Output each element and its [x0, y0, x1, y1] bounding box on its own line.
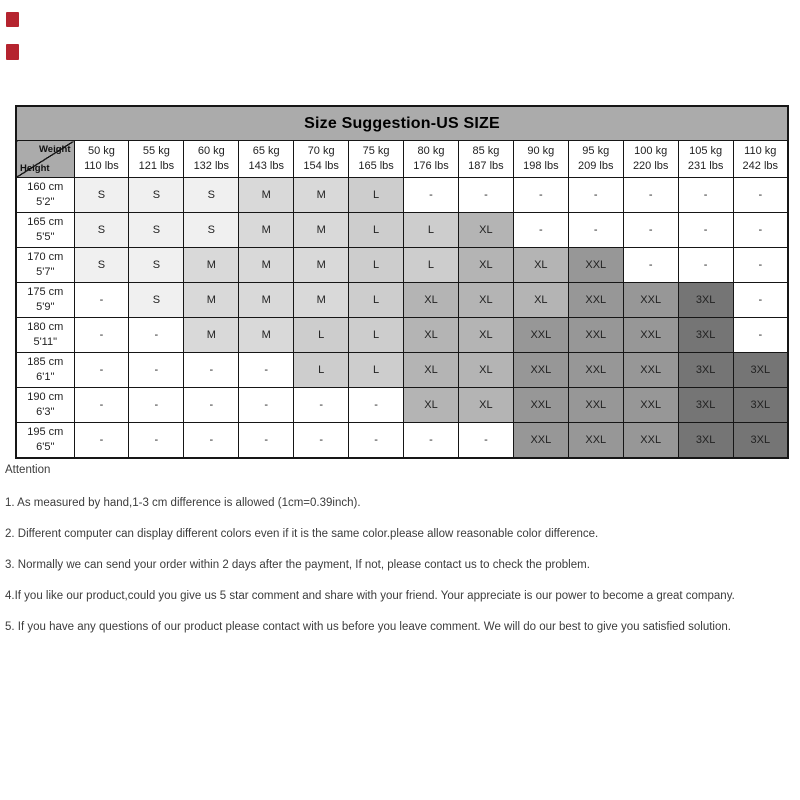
weight-header-row: [16, 141, 788, 178]
size-cell: M: [184, 283, 239, 318]
size-cell: XXL: [623, 423, 678, 458]
size-cell: M: [184, 318, 239, 353]
size-cell: L: [349, 248, 404, 283]
attention-note: 3. Normally we can send your order within 2 days after the payment, If not, please contact us to check the problem.: [5, 559, 590, 571]
size-cell: XL: [458, 283, 513, 318]
weight-kg-label: 110 kg: [744, 145, 777, 157]
height-ft-label: 5'7": [36, 266, 55, 278]
corner-cell: [16, 141, 74, 178]
size-cell: -: [733, 283, 788, 318]
size-cell: XL: [458, 388, 513, 423]
height-header-cell: [16, 248, 74, 283]
size-cell: XXL: [568, 248, 623, 283]
size-cell: -: [678, 248, 733, 283]
size-cell: -: [513, 178, 568, 213]
weight-header-cell: [349, 141, 404, 178]
weight-kg-label: 55 kg: [142, 145, 170, 157]
weight-kg-label: 80 kg: [417, 145, 445, 157]
table-row: [16, 178, 788, 213]
weight-lbs-label: 165 lbs: [358, 160, 394, 172]
height-header-cell: [16, 178, 74, 213]
height-header-cell: [16, 388, 74, 423]
size-cell: -: [184, 388, 239, 423]
size-cell: XL: [513, 283, 568, 318]
table-row: [16, 213, 788, 248]
size-cell: XXL: [623, 283, 678, 318]
size-cell: 3XL: [678, 353, 733, 388]
size-cell: 3XL: [733, 388, 788, 423]
size-cell: -: [74, 388, 129, 423]
weight-header-cell: [568, 141, 623, 178]
size-cell: 3XL: [678, 423, 733, 458]
size-cell: XL: [404, 318, 459, 353]
table-title: Size Suggestion-US SIZE: [16, 106, 788, 141]
weight-lbs-label: 176 lbs: [413, 160, 449, 172]
height-cm-label: 180 cm: [27, 321, 64, 333]
height-cm-label: 160 cm: [27, 181, 64, 193]
size-cell: XL: [404, 388, 459, 423]
size-cell: -: [733, 178, 788, 213]
weight-lbs-label: 187 lbs: [468, 160, 504, 172]
size-cell: L: [404, 213, 459, 248]
size-cell: L: [349, 318, 404, 353]
attention-note: 1. As measured by hand,1-3 cm difference is allowed (1cm=0.39inch).: [5, 497, 361, 509]
size-cell: S: [184, 178, 239, 213]
size-cell: -: [74, 423, 129, 458]
size-cell: -: [678, 213, 733, 248]
height-ft-label: 5'2": [36, 196, 55, 208]
size-cell: -: [239, 353, 294, 388]
size-cell: S: [74, 248, 129, 283]
weight-header-cell: [129, 141, 184, 178]
size-cell: L: [349, 283, 404, 318]
red-mark: [6, 12, 19, 27]
height-ft-label: 6'5": [36, 440, 55, 453]
size-cell: XL: [458, 353, 513, 388]
size-cell: L: [294, 318, 349, 353]
attention-title: Attention: [5, 464, 51, 476]
weight-lbs-label: 231 lbs: [687, 160, 724, 172]
size-cell: M: [294, 178, 349, 213]
height-cm-label: 195 cm: [27, 425, 64, 438]
table-row: [16, 318, 788, 353]
size-cell: XXL: [513, 318, 568, 353]
size-cell: M: [239, 248, 294, 283]
size-cell: S: [74, 213, 129, 248]
size-cell: -: [239, 388, 294, 423]
size-cell: M: [239, 213, 294, 248]
size-cell: M: [239, 318, 294, 353]
size-cell: -: [74, 283, 129, 318]
size-cell: 3XL: [678, 318, 733, 353]
weight-kg-label: 85 kg: [472, 145, 500, 157]
weight-kg-label: 100 kg: [634, 145, 668, 157]
height-cm-label: 190 cm: [27, 391, 64, 403]
weight-kg-label: 75 kg: [362, 145, 390, 157]
weight-header-cell: [678, 141, 733, 178]
size-cell: XL: [513, 248, 568, 283]
height-cm-label: 170 cm: [27, 251, 64, 263]
size-cell: -: [349, 423, 404, 458]
weight-kg-label: 90 kg: [527, 145, 555, 157]
table-row: [16, 353, 788, 388]
height-ft-label: 6'1": [36, 371, 55, 383]
weight-header-cell: [458, 141, 513, 178]
size-cell: -: [733, 213, 788, 248]
size-cell: XL: [404, 353, 459, 388]
size-cell: M: [294, 213, 349, 248]
height-header-cell: [16, 283, 74, 318]
size-cell: S: [129, 248, 184, 283]
size-cell: S: [129, 283, 184, 318]
weight-kg-label: 95 kg: [582, 145, 610, 157]
size-cell: -: [623, 213, 678, 248]
size-cell: XXL: [623, 318, 678, 353]
size-cell: -: [129, 388, 184, 423]
size-cell: L: [404, 248, 459, 283]
height-cm-label: 185 cm: [27, 356, 64, 368]
size-cell: -: [184, 423, 239, 458]
attention-note: 2. Different computer can display different colors even if it is the same color.please allow reasonable color difference.: [5, 528, 599, 540]
size-cell: -: [404, 178, 459, 213]
size-cell: XXL: [568, 283, 623, 318]
weight-lbs-label: 198 lbs: [523, 160, 559, 172]
size-cell: 3XL: [733, 423, 788, 458]
weight-header-cell: [733, 141, 788, 178]
weight-lbs-label: 143 lbs: [248, 160, 284, 172]
weight-lbs-label: 242 lbs: [742, 160, 779, 172]
red-mark: [6, 44, 19, 60]
weight-header-cell: [184, 141, 239, 178]
weight-kg-label: 65 kg: [252, 145, 280, 157]
size-cell: XXL: [623, 388, 678, 423]
size-cell: -: [74, 353, 129, 388]
weight-header-cell: [74, 141, 129, 178]
weight-header-cell: [239, 141, 294, 178]
size-cell: -: [239, 423, 294, 458]
size-cell: XXL: [513, 423, 568, 458]
size-cell: -: [129, 318, 184, 353]
size-cell: M: [239, 283, 294, 318]
size-cell: M: [294, 283, 349, 318]
weight-kg-label: 60 kg: [197, 145, 225, 157]
attention-note: 5. If you have any questions of our product please contact with us before you leave comment. We will do our best to give you satisfied solution.: [5, 621, 731, 633]
size-cell: M: [294, 248, 349, 283]
height-ft-label: 5'9": [36, 301, 55, 313]
size-cell: -: [184, 353, 239, 388]
size-cell: -: [568, 213, 623, 248]
weight-header-cell: [404, 141, 459, 178]
height-cm-label: 175 cm: [27, 286, 64, 298]
weight-lbs-label: 209 lbs: [578, 160, 614, 172]
weight-kg-label: 70 kg: [307, 145, 335, 157]
size-cell: XXL: [568, 353, 623, 388]
size-cell: M: [184, 248, 239, 283]
height-header-cell: [16, 318, 74, 353]
size-cell: 3XL: [678, 283, 733, 318]
size-cell: L: [349, 353, 404, 388]
size-cell: S: [129, 178, 184, 213]
height-header-cell: [16, 423, 74, 458]
weight-header-cell: [623, 141, 678, 178]
title-row: [16, 106, 788, 141]
size-cell: -: [458, 423, 513, 458]
size-cell: -: [404, 423, 459, 458]
height-axis-label: Height: [20, 163, 50, 174]
weight-header-cell: [294, 141, 349, 178]
size-cell: -: [74, 318, 129, 353]
height-cm-label: 165 cm: [27, 216, 64, 228]
table-row: [16, 248, 788, 283]
size-cell: M: [239, 178, 294, 213]
table-row: [16, 283, 788, 318]
attention-note: 4.If you like our product,could you give us 5 star comment and share with your friend. Your appreciate is our power to become a great company.: [5, 590, 735, 602]
height-ft-label: 6'3": [36, 406, 55, 418]
weight-kg-label: 50 kg: [88, 145, 115, 157]
weight-kg-label: 105 kg: [689, 145, 723, 157]
size-cell: XL: [458, 318, 513, 353]
size-cell: -: [568, 178, 623, 213]
size-cell: -: [513, 213, 568, 248]
height-header-cell: [16, 353, 74, 388]
weight-axis-label: Weight: [39, 144, 71, 155]
size-cell: XXL: [513, 388, 568, 423]
weight-lbs-label: 154 lbs: [303, 160, 339, 172]
size-cell: -: [733, 318, 788, 353]
weight-header-cell: [513, 141, 568, 178]
table-row: [16, 388, 788, 423]
size-cell: -: [733, 248, 788, 283]
size-cell: -: [129, 423, 184, 458]
size-cell: -: [623, 178, 678, 213]
weight-lbs-label: 220 lbs: [632, 160, 669, 172]
size-cell: XXL: [568, 423, 623, 458]
size-cell: -: [294, 423, 349, 458]
table-row: [16, 423, 788, 458]
size-cell: 3XL: [678, 388, 733, 423]
size-cell: L: [294, 353, 349, 388]
size-cell: S: [74, 178, 129, 213]
size-cell: -: [129, 353, 184, 388]
size-cell: XXL: [568, 388, 623, 423]
height-ft-label: 5'5": [36, 231, 55, 243]
size-cell: XL: [458, 248, 513, 283]
size-cell: -: [349, 388, 404, 423]
size-cell: XL: [458, 213, 513, 248]
size-cell: S: [184, 213, 239, 248]
size-cell: S: [129, 213, 184, 248]
size-chart-table: [15, 105, 789, 459]
size-cell: -: [294, 388, 349, 423]
weight-lbs-label: 121 lbs: [138, 160, 175, 172]
size-cell: XXL: [623, 353, 678, 388]
size-cell: 3XL: [733, 353, 788, 388]
size-cell: -: [458, 178, 513, 213]
size-cell: -: [623, 248, 678, 283]
attention-section: [5, 463, 797, 651]
size-cell: XXL: [568, 318, 623, 353]
size-cell: XL: [404, 283, 459, 318]
size-cell: -: [678, 178, 733, 213]
size-cell: XXL: [513, 353, 568, 388]
height-ft-label: 5'11": [33, 336, 58, 348]
weight-lbs-label: 110 lbs: [84, 160, 119, 172]
size-cell: L: [349, 178, 404, 213]
height-header-cell: [16, 213, 74, 248]
weight-lbs-label: 132 lbs: [193, 160, 230, 172]
size-cell: L: [349, 213, 404, 248]
